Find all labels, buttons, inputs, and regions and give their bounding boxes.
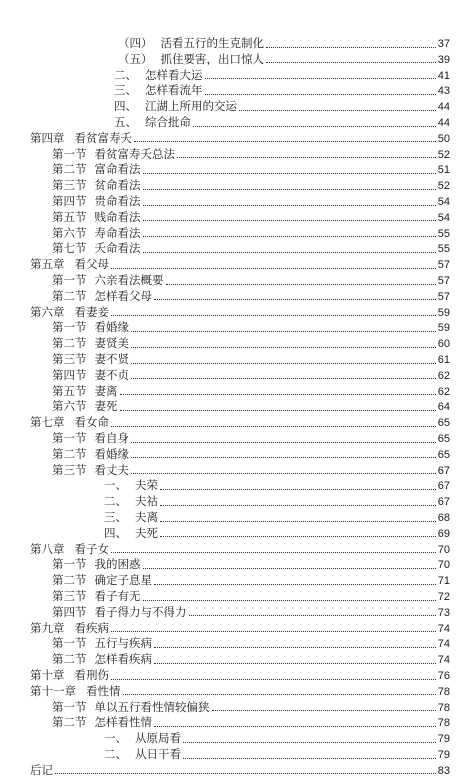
toc-leader-dots xyxy=(154,584,436,585)
toc-entry-title: 看疾病 xyxy=(74,620,109,635)
toc-page-number: 74 xyxy=(437,638,450,651)
toc-entry-title: 怎样看流年 xyxy=(145,83,203,98)
toc-entry-title: 妻死 xyxy=(94,399,118,414)
toc-entry-number: 第六节 xyxy=(52,399,87,414)
toc-entry-number: 第五节 xyxy=(52,383,87,398)
toc-leader-dots xyxy=(239,110,436,111)
toc-entry-number: 第十一章 xyxy=(30,683,76,698)
toc-page-number: 76 xyxy=(437,670,450,682)
toc-entry xyxy=(30,761,450,779)
toc-page-number: 54 xyxy=(437,196,450,208)
toc-page-number: 69 xyxy=(437,527,450,540)
toc-page-number: 83 xyxy=(437,764,450,777)
toc-entry-title: 贫命看法 xyxy=(94,178,141,193)
toc-leader-dots xyxy=(143,600,436,601)
toc-entry-title: 看子得力与不得力 xyxy=(94,604,187,619)
toc-entry-title: 怎样看大运 xyxy=(145,67,203,82)
toc-entry-title: 夫祜 xyxy=(135,494,158,509)
toc-page-number: 65 xyxy=(437,433,450,445)
toc-page-number: 62 xyxy=(437,385,450,398)
toc-entry-number: 第三节 xyxy=(52,352,87,366)
toc-entry-title: 六亲看法概要 xyxy=(94,273,164,287)
toc-leader-dots xyxy=(154,726,436,727)
toc-leader-dots xyxy=(143,189,436,190)
toc-leader-dots xyxy=(143,568,436,569)
toc-page-number: 59 xyxy=(437,306,450,319)
toc-page-number: 41 xyxy=(437,69,450,82)
toc-leader-dots xyxy=(123,694,436,695)
toc-entry-title: 看贫富寿夭 xyxy=(74,130,132,145)
toc-entry-title: 夫死 xyxy=(135,525,158,540)
toc-entry-title: 江湖上所用的交运 xyxy=(145,99,237,114)
toc-leader-dots xyxy=(131,378,436,379)
toc-page-number: 57 xyxy=(437,275,450,287)
toc-page-number: 72 xyxy=(437,591,450,603)
toc-leader-dots xyxy=(160,521,436,522)
toc-page-number: 70 xyxy=(437,559,450,572)
toc-leader-dots xyxy=(111,268,436,269)
toc-leader-dots xyxy=(131,473,436,474)
toc-entry-number: 第二节 xyxy=(52,336,87,351)
toc-entry-number: 第三节 xyxy=(52,178,87,193)
toc-entry-number: 一、 xyxy=(104,731,127,746)
toc-page-number: 64 xyxy=(437,401,450,414)
toc-entry-title: 单以五行看性情较偏狭 xyxy=(94,699,210,714)
toc-leader-dots xyxy=(160,536,436,537)
toc-entry-number: 二、 xyxy=(104,494,127,509)
toc-page-number: 73 xyxy=(437,606,450,619)
toc-entry-title: 贱命看法 xyxy=(94,209,141,224)
toc-entry-number: 一、 xyxy=(104,478,127,493)
toc-page-number: 67 xyxy=(437,464,450,477)
toc-page-number: 65 xyxy=(437,448,450,461)
toc-entry-title: 看女命 xyxy=(74,415,109,430)
toc-page-number: 43 xyxy=(437,85,450,98)
toc-entry-number: 二、 xyxy=(114,67,137,82)
toc-entry-title: 夭命看法 xyxy=(94,241,141,256)
toc-page-number: 78 xyxy=(437,717,450,730)
toc-entry-title: 后记 xyxy=(30,762,53,777)
toc-page-number: 55 xyxy=(437,227,450,240)
toc-entry-number: 第一节 xyxy=(52,146,87,161)
toc-entry-number: 第四节 xyxy=(52,367,87,382)
toc-entry-title: 看性情 xyxy=(86,683,121,698)
toc-entry-number: 第一节 xyxy=(52,557,87,572)
toc-entry-number: 第四节 xyxy=(52,604,87,619)
toc-entry-number: 第二节 xyxy=(52,162,87,177)
toc-entry-number: 第二节 xyxy=(52,715,87,730)
toc-entry-title: 妻贤美 xyxy=(94,336,129,351)
toc-leader-dots xyxy=(111,679,436,680)
toc-page-number: 37 xyxy=(437,38,450,50)
toc-entry-title: 看自身 xyxy=(94,431,129,445)
toc-page-number: 44 xyxy=(437,117,450,129)
toc-page-number: 61 xyxy=(437,354,450,366)
toc-entry-number: 第七节 xyxy=(52,241,87,256)
toc-page-number: 44 xyxy=(437,101,450,114)
toc-leader-dots xyxy=(143,236,436,237)
toc-page-number: 65 xyxy=(437,417,450,430)
toc-entry-title: 抓住要害，出口惊人 xyxy=(160,51,264,66)
toc-page-number: 57 xyxy=(437,290,450,303)
toc-entry-number: 第六节 xyxy=(52,225,87,240)
toc-page-number: 59 xyxy=(437,322,450,335)
toc-entry-title: 夫荣 xyxy=(135,478,158,493)
toc-entry-number: 第三节 xyxy=(52,462,87,477)
toc-page-number: 78 xyxy=(437,685,450,698)
toc-page-number: 50 xyxy=(437,132,450,145)
toc-page-number: 67 xyxy=(437,496,450,509)
toc-entry-title: 我的困惑 xyxy=(94,557,141,572)
toc-leader-dots xyxy=(120,410,436,411)
toc-leader-dots xyxy=(266,47,436,48)
toc-entry-number: 第五节 xyxy=(52,209,87,224)
toc-entry-number: 第四节 xyxy=(52,194,87,208)
toc-entry-number: 第七章 xyxy=(30,415,65,430)
toc-page-number: 57 xyxy=(437,259,450,272)
toc-leader-dots xyxy=(111,552,436,553)
toc-leader-dots xyxy=(134,141,436,142)
toc-leader-dots xyxy=(131,457,436,458)
toc-entry-number: 第三节 xyxy=(52,589,87,603)
toc-page-number: 39 xyxy=(437,53,450,66)
toc-page-number: 60 xyxy=(437,338,450,351)
toc-leader-dots xyxy=(266,62,436,63)
toc-entry-number: 四、 xyxy=(104,525,127,540)
toc-entry-title: 看婚缘 xyxy=(94,320,129,335)
toc-leader-dots xyxy=(131,442,436,443)
toc-entry-title: 怎样看父母 xyxy=(94,288,152,303)
toc-entry-title: 看子女 xyxy=(74,541,109,556)
toc-entry-number: 第九章 xyxy=(30,620,65,635)
toc-entry-title: 怎样看疾病 xyxy=(94,652,152,667)
toc-entry-number: 第一节 xyxy=(52,699,87,714)
toc-page-number: 54 xyxy=(437,211,450,224)
toc-entry-number: 第二节 xyxy=(52,288,87,303)
toc-entry-title: 活看五行的生克制化 xyxy=(160,36,264,50)
toc-entry-number: 第一节 xyxy=(52,431,87,445)
toc-entry-number: （四） xyxy=(118,36,153,50)
toc-leader-dots xyxy=(160,489,436,490)
toc-entry-title: 看丈夫 xyxy=(94,462,129,477)
toc-page-number: 79 xyxy=(437,749,450,761)
toc-entry-number: 第二节 xyxy=(52,446,87,461)
toc-leader-dots xyxy=(205,94,436,95)
toc-entry-number: （五） xyxy=(118,51,153,66)
toc-leader-dots xyxy=(111,631,436,632)
toc-entry-number: 第八章 xyxy=(30,541,65,556)
toc-entry-title: 看父母 xyxy=(74,257,109,272)
toc-leader-dots xyxy=(177,157,436,158)
toc-entry-title: 从原局看 xyxy=(135,731,181,746)
toc-page-number: 74 xyxy=(437,622,450,635)
toc-entry-title: 确定子息星 xyxy=(94,573,152,588)
toc-entry-number: 第一节 xyxy=(52,320,87,335)
toc-leader-dots xyxy=(205,78,436,79)
toc-entry-number: 第十章 xyxy=(30,668,65,682)
toc-page-number: 70 xyxy=(437,543,450,556)
toc-entry-number: 三、 xyxy=(104,510,127,524)
toc-page-number: 68 xyxy=(437,512,450,524)
toc-leader-dots xyxy=(111,315,436,316)
toc-entry-title: 看贫富寿夭总法 xyxy=(94,146,175,161)
toc-leader-dots xyxy=(183,758,436,759)
toc-entry-title: 看子有无 xyxy=(94,589,141,603)
toc-leader-dots xyxy=(193,126,436,127)
toc-leader-dots xyxy=(111,426,436,427)
toc-entry-label xyxy=(30,761,53,779)
toc-entry-title: 寿命看法 xyxy=(94,225,141,240)
toc-page-number: 74 xyxy=(437,654,450,667)
toc-page-number: 67 xyxy=(437,480,450,493)
toc-leader-dots xyxy=(143,252,436,253)
toc-leader-dots xyxy=(131,347,436,348)
toc-entry-title: 妻离 xyxy=(94,383,118,398)
toc-leader-dots xyxy=(189,615,436,616)
toc-entry-number: 二、 xyxy=(104,747,127,761)
toc-entry-number: 第五章 xyxy=(30,257,65,272)
toc-entry-title: 贵命看法 xyxy=(94,194,141,208)
toc-leader-dots xyxy=(143,220,436,221)
toc-entry-number: 第二节 xyxy=(52,652,87,667)
toc-entry-title: 看刑伤 xyxy=(74,668,109,682)
toc-page-number: 51 xyxy=(437,164,450,177)
toc-entry-title: 综合批命 xyxy=(145,115,191,129)
toc-leader-dots xyxy=(143,173,436,174)
toc-entry-number: 第六章 xyxy=(30,304,65,319)
toc-page-number: 55 xyxy=(437,243,450,256)
toc-page-number: 79 xyxy=(437,733,450,746)
toc-entry-title: 妻不贞 xyxy=(94,367,129,382)
toc-leader-dots xyxy=(131,331,436,332)
toc-entry-title: 夫离 xyxy=(135,510,158,524)
toc-page-number: 52 xyxy=(437,148,450,161)
toc-page-number: 52 xyxy=(437,180,450,193)
toc-page-number: 78 xyxy=(437,701,450,714)
toc-leader-dots xyxy=(143,205,436,206)
toc-entry-title: 妻不贤 xyxy=(94,352,129,366)
toc-entry-title: 看妻妾 xyxy=(74,304,109,319)
toc-page-number: 71 xyxy=(437,575,450,588)
toc-entry-title: 五行与疾病 xyxy=(94,636,152,651)
toc-entry-title: 从日干看 xyxy=(135,747,181,761)
toc-page-number: 62 xyxy=(437,369,450,382)
toc-entry-number: 第四章 xyxy=(30,130,65,145)
toc-leader-dots xyxy=(154,299,436,300)
toc-entry-number: 五、 xyxy=(114,115,137,129)
toc-entry-number: 三、 xyxy=(114,83,137,98)
toc-entry-number: 第二节 xyxy=(52,573,87,588)
toc-entry-title: 看婚缘 xyxy=(94,446,129,461)
toc-entry-number: 四、 xyxy=(114,99,137,114)
toc-leader-dots xyxy=(154,663,436,664)
toc-entry-number: 第一节 xyxy=(52,636,87,651)
toc-leader-dots xyxy=(160,505,436,506)
toc-leader-dots xyxy=(120,394,436,395)
toc-entry-title: 富命看法 xyxy=(94,162,141,177)
toc-entry-title: 怎样看性情 xyxy=(94,715,152,730)
toc-leader-dots xyxy=(166,284,436,285)
toc-entry-number: 第一节 xyxy=(52,273,87,287)
toc-leader-dots xyxy=(131,363,436,364)
toc-leader-dots xyxy=(212,710,436,711)
toc-leader-dots xyxy=(183,742,436,743)
toc-leader-dots xyxy=(154,647,436,648)
toc-leader-dots xyxy=(55,773,436,774)
